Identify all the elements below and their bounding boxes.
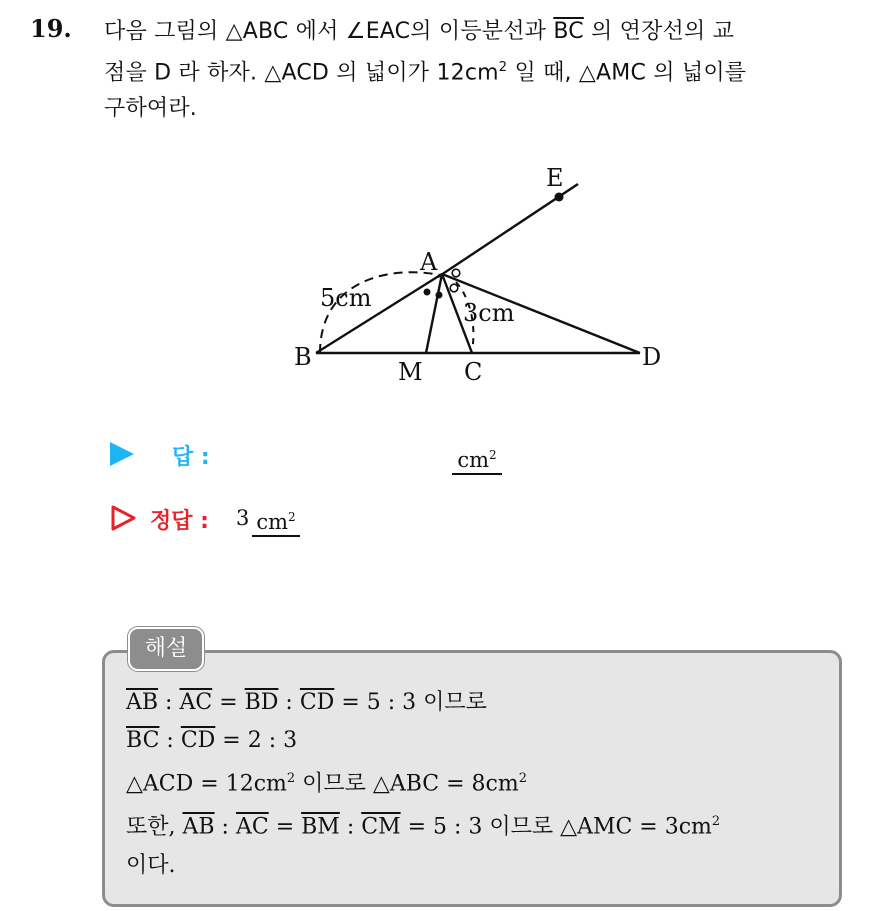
answer-label: 답 :	[172, 445, 210, 470]
label-a: A	[420, 248, 438, 276]
line-part: △ACD = 12cm	[126, 771, 287, 797]
line-part: 이므로 △ABC = 8cm	[295, 771, 519, 797]
label-e: E	[546, 164, 564, 192]
explanation-line-3	[126, 760, 836, 803]
seg-bm: $\overline{BM}$	[301, 814, 340, 840]
correct-label: 정답 :	[150, 509, 209, 534]
line-part: 또한,	[126, 814, 183, 840]
seg-cd: $\overline{CD}$	[180, 728, 216, 753]
triangle-figure	[280, 160, 680, 400]
seg-ac: $\overline{AC}$	[235, 814, 269, 840]
superscript: 2	[711, 814, 721, 830]
correct-unit-text: cm	[256, 510, 289, 534]
colon: :	[339, 814, 362, 840]
angle-dot-1	[424, 289, 431, 296]
label-5cm: 5cm	[320, 284, 372, 312]
line-rest: = 5 : 3 이므로 △AMC = 3cm	[400, 814, 712, 840]
question-line-1b: 의 연장선의 교	[583, 19, 735, 44]
explanation-line-1	[126, 684, 836, 722]
point-e	[555, 193, 564, 202]
label-m: M	[398, 358, 423, 386]
seg-ab: $\overline{AB}$	[126, 690, 159, 715]
question-line-2	[104, 50, 864, 91]
explanation-tab: 해설	[128, 627, 204, 671]
angle-circle-2	[450, 284, 458, 292]
superscript: 2	[498, 60, 508, 75]
superscript: 2	[286, 771, 296, 786]
question-line-2b: 일 때, △AMC 의 넓이를	[507, 60, 747, 86]
seg-cd: $\overline{CD}$	[299, 690, 335, 715]
question-line-1	[104, 14, 864, 50]
question-line-1a: 다음 그림의 △ABC 에서 ∠EAC의 이등분선과	[104, 19, 554, 44]
label-d: D	[642, 343, 662, 371]
outline-arrow-icon	[110, 504, 138, 532]
question-number: 19.	[30, 14, 72, 43]
explanation-line-2	[126, 722, 836, 760]
line-rest: = 2 : 3	[215, 728, 298, 753]
seg-cm: $\overline{CM}$	[361, 814, 401, 840]
equals: =	[212, 690, 245, 715]
correct-unit	[252, 504, 300, 537]
label-c: C	[464, 358, 483, 386]
question-line-3: 구하여라.	[104, 96, 198, 122]
explanation-line-5: 이다.	[126, 852, 176, 878]
colon: :	[158, 690, 180, 715]
seg-bc: $\overline{BC}$	[126, 728, 160, 753]
answer-unit: cm	[457, 448, 490, 472]
line-rest: = 5 : 3 이므로	[334, 690, 487, 715]
seg-ab: $\overline{AB}$	[182, 814, 215, 840]
explanation-content	[126, 684, 836, 885]
equals: =	[268, 814, 302, 840]
seg-bd: $\overline{BD}$	[244, 690, 279, 715]
angle-dot-2	[436, 292, 443, 299]
explanation-line-4	[126, 803, 836, 846]
play-arrow-icon	[110, 442, 134, 466]
question-text	[104, 14, 864, 127]
colon: :	[159, 728, 181, 753]
correct-answer-row	[110, 500, 530, 540]
correct-value: 3	[236, 506, 250, 530]
segment-am	[426, 274, 442, 353]
colon: :	[278, 690, 300, 715]
label-3cm: 3cm	[463, 299, 515, 327]
label-b: B	[294, 343, 312, 371]
answer-unit-sup: 2	[489, 448, 497, 462]
superscript: 2	[518, 771, 527, 786]
answer-row	[110, 438, 530, 474]
question-line-2a: 점을 D 라 하자. △ACD 의 넓이가 12cm	[104, 60, 499, 86]
seg-ac: $\overline{AC}$	[179, 690, 213, 715]
colon: :	[214, 814, 236, 840]
angle-circle-1	[452, 269, 460, 277]
correct-unit-sup: 2	[288, 510, 296, 524]
answer-input[interactable]	[452, 442, 502, 475]
segment-bc: $\overline{BC}$	[553, 19, 584, 44]
